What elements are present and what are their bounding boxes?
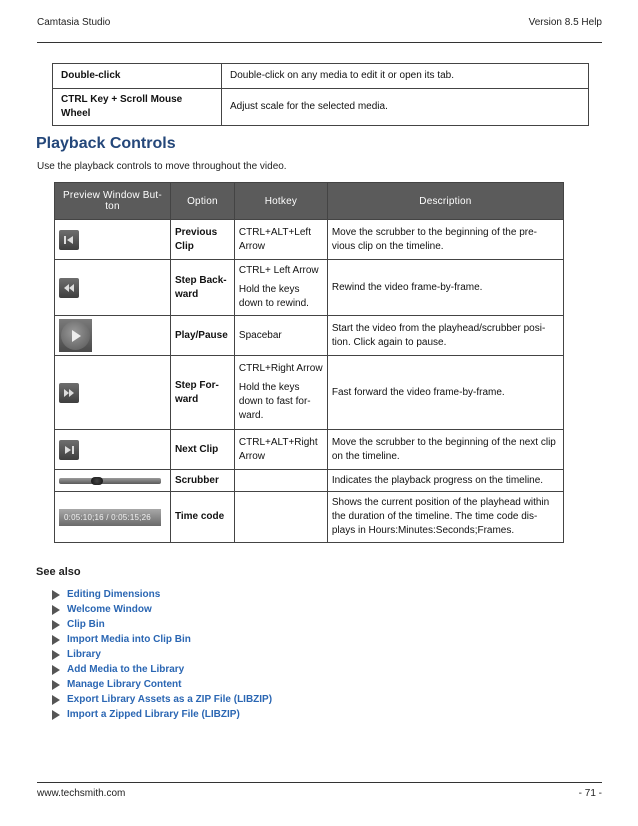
table-header-row [55, 183, 564, 220]
table-row [53, 89, 589, 126]
table-row [55, 316, 564, 356]
description-cell: Indicates the playback progress on the timeline. [327, 470, 563, 492]
list-item [52, 662, 272, 677]
hotkey-note: Hold the keys down to fast for-ward. [238, 382, 311, 421]
description-cell: Shows the current position of the playhead within the duration of the timeline. The time code dis-plays in Hours:Minutes:Seconds;Frames. [327, 492, 563, 543]
bullet-arrow-icon [52, 620, 60, 630]
description-cell: Fast forward the video frame-by-frame. [327, 356, 563, 430]
button-cell [55, 260, 171, 316]
list-item [52, 677, 272, 692]
section-intro: Use the playback controls to move throughout the video. [37, 161, 287, 172]
page-number: - 71 - [578, 788, 602, 799]
section-title: Playback Controls [36, 135, 176, 152]
table-row [55, 492, 564, 543]
link-editing-dimensions[interactable]: Editing Dimensions [67, 589, 161, 600]
footer-rule [37, 782, 602, 783]
hotkey-text: CTRL+Right Arrow [238, 363, 323, 374]
col-header-option: Option [170, 183, 234, 220]
list-item [52, 707, 272, 722]
link-add-media-library[interactable]: Add Media to the Library [67, 664, 185, 675]
hotkey-cell [234, 220, 327, 260]
button-cell [55, 356, 171, 430]
button-cell [55, 220, 171, 260]
hotkey-cell [234, 356, 327, 430]
table-row [53, 64, 589, 89]
previous-clip-icon [59, 230, 79, 250]
option-cell: Step For-ward [170, 356, 234, 430]
mouse-action-desc: Double-click on any media to edit it or open its tab. [222, 64, 589, 89]
page-footer [37, 788, 602, 799]
option-cell: Next Clip [170, 430, 234, 470]
table-row [55, 470, 564, 492]
table-row [55, 430, 564, 470]
hotkey-text: CTRL+ALT+Right Arrow [238, 436, 318, 462]
scrubber-knob-icon [91, 477, 103, 485]
footer-website: www.techsmith.com [37, 788, 126, 799]
list-item [52, 692, 272, 707]
hotkey-text: Spacebar [238, 329, 282, 341]
table-row [55, 260, 564, 316]
play-pause-icon-frame [59, 319, 92, 352]
col-header-hotkey: Hotkey [234, 183, 327, 220]
button-cell [55, 492, 171, 543]
list-item [52, 617, 272, 632]
option-cell: Time code [170, 492, 234, 543]
option-cell: Previous Clip [170, 220, 234, 260]
header-version: Version 8.5 Help [528, 17, 602, 28]
table-row [55, 356, 564, 430]
time-code-icon: 0:05:10;16 / 0:05:15;26 [59, 509, 161, 526]
option-cell: Scrubber [170, 470, 234, 492]
table-row [55, 220, 564, 260]
mouse-action-key: Double-click [53, 64, 222, 89]
list-item [52, 632, 272, 647]
bullet-arrow-icon [52, 680, 60, 690]
link-library[interactable]: Library [67, 649, 101, 660]
hotkey-text: CTRL+ Left Arrow [238, 265, 319, 276]
description-cell: Move the scrubber to the beginning of the pre-vious clip on the timeline. [327, 220, 563, 260]
header-rule [37, 42, 602, 43]
link-welcome-window[interactable]: Welcome Window [67, 604, 152, 615]
link-manage-library[interactable]: Manage Library Content [67, 679, 182, 690]
link-import-libzip[interactable]: Import a Zipped Library File (LIBZIP) [67, 709, 240, 720]
playback-controls-table [54, 182, 564, 543]
hotkey-note: Hold the keys down to rewind. [238, 284, 309, 309]
option-cell: Play/Pause [170, 316, 234, 356]
bullet-arrow-icon [52, 665, 60, 675]
play-pause-icon [61, 321, 90, 350]
description-cell: Move the scrubber to the beginning of the next clip on the timeline. [327, 430, 563, 470]
button-cell [55, 470, 171, 492]
link-import-media[interactable]: Import Media into Clip Bin [67, 634, 191, 645]
mouse-actions-table [52, 63, 589, 126]
list-item [52, 587, 272, 602]
description-cell: Rewind the video frame-by-frame. [327, 260, 563, 316]
bullet-arrow-icon [52, 695, 60, 705]
bullet-arrow-icon [52, 590, 60, 600]
see-also-list [52, 587, 272, 722]
list-item [52, 602, 272, 617]
option-cell: Step Back-ward [170, 260, 234, 316]
step-forward-icon [59, 383, 79, 403]
header-product: Camtasia Studio [37, 17, 111, 28]
hotkey-cell [234, 316, 327, 356]
link-clip-bin[interactable]: Clip Bin [67, 619, 105, 630]
bullet-arrow-icon [52, 605, 60, 615]
bullet-arrow-icon [52, 635, 60, 645]
step-backward-icon [59, 278, 79, 298]
col-header-button: Preview Window But-ton [55, 183, 171, 220]
hotkey-cell [234, 470, 327, 492]
hotkey-text: CTRL+ALT+Left Arrow [238, 226, 311, 252]
col-header-description: Description [327, 183, 563, 220]
page-header [37, 17, 602, 28]
hotkey-cell [234, 260, 327, 316]
description-cell: Start the video from the playhead/scrubber posi-tion. Click again to pause. [327, 316, 563, 356]
hotkey-cell [234, 430, 327, 470]
next-clip-icon [59, 440, 79, 460]
link-export-libzip[interactable]: Export Library Assets as a ZIP File (LIBZIP) [67, 694, 273, 705]
bullet-arrow-icon [52, 710, 60, 720]
hotkey-cell [234, 492, 327, 543]
bullet-arrow-icon [52, 650, 60, 660]
button-cell [55, 316, 171, 356]
mouse-action-desc: Adjust scale for the selected media. [222, 89, 589, 126]
mouse-action-key: CTRL Key + Scroll Mouse Wheel [53, 89, 222, 126]
button-cell [55, 430, 171, 470]
see-also-heading: See also [36, 566, 81, 578]
list-item [52, 647, 272, 662]
scrubber-icon [59, 478, 161, 484]
